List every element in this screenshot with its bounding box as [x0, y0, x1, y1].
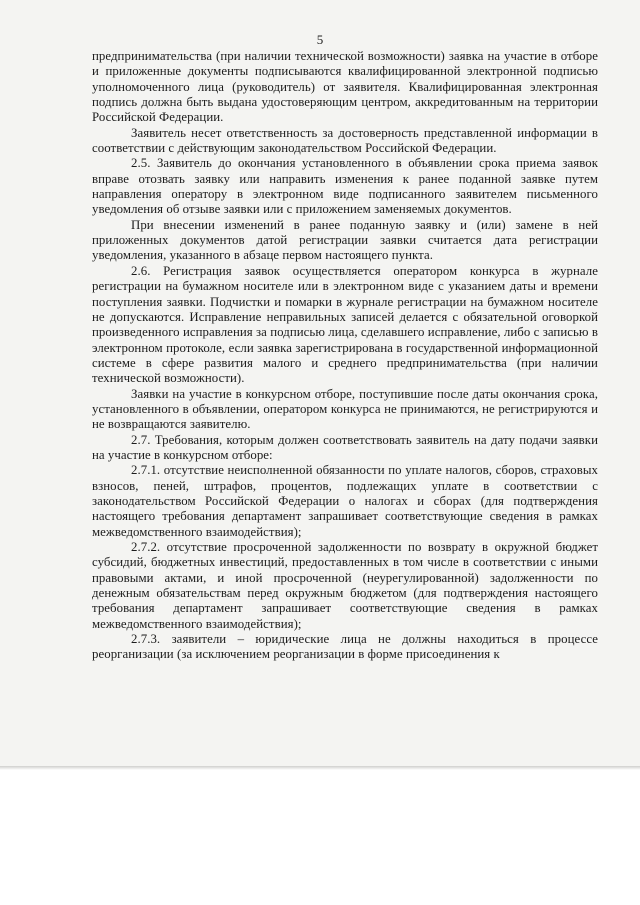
paragraph-2-7-requirements: 2.7. Требования, которым должен соответствовать заявитель на дату подачи заявки на участие в конкурсном отборе:: [92, 432, 598, 462]
paragraph-2-7-3-reorganization: 2.7.3. заявители – юридические лица не должны находиться в процессе реорганизации (за исключением реорганизации в форме присоединения к: [92, 632, 598, 662]
paragraph-changes-date: При внесении изменений в ранее поданную заявку и (или) замене в ней приложенных документов датой регистрации заявки считается дата регистрации уведомления, указанного в абзаце первом настоящего пункта.: [92, 217, 598, 263]
page-number: 5: [316, 32, 324, 47]
paragraph-2-5-withdrawal: 2.5. Заявитель до окончания установленного в объявлении срока приема заявок вправе отозвать заявку или направить изменения к ранее поданной заявке путем направления оператору в электронном виде подписанного заявителем письменного уведомления об отзыве заявки или с приложением заменяемых документов.: [92, 156, 598, 217]
paragraph-2-7-1-taxes: 2.7.1. отсутствие неисполненной обязанности по уплате налогов, сборов, страховых взносов, пеней, штрафов, процентов, подлежащих уплате в соответствии с законодательством Российской Федерации о налогах и сборах (для подтверждения настоящего требования департамент запрашивает соответствующие сведения в рамках межведомственного взаимодействия);: [92, 463, 598, 539]
document-body: [92, 49, 598, 663]
scan-edge: [0, 766, 640, 770]
paragraph-2-7-2-debts: 2.7.2. отсутствие просроченной задолженности по возврату в окружной бюджет субсидий, бюджетных инвестиций, предоставленных в том числе в соответствии с иными правовыми актами, и иной просроченной (неурегулированной) задолженности по денежным обязательствам перед окружным бюджетом (для подтверждения настоящего требования департамент запрашивает соответствующие сведения в рамках межведомственного взаимодействия);: [92, 540, 598, 631]
paragraph-late-applications: Заявки на участие в конкурсном отборе, поступившие после даты окончания срока, установленного в объявлении, оператором конкурса не принимаются, не регистрируются и не возвращаются заявителю.: [92, 386, 598, 432]
paragraph-responsibility: Заявитель несет ответственность за достоверность представленной информации в соответствии с действующим законодательством Российской Федерации.: [92, 125, 598, 156]
paragraph-intro-signature: предпринимательства (при наличии технической возможности) заявка на участие в отборе и приложенные документы подписываются квалифицированной электронной подписью уполномоченного лица (руководитель) от заявителя. Квалифицированная электронная подпись должна быть выдана удостоверяющим центром, аккредитованным на территории Российской Федерации.: [92, 49, 598, 125]
paragraph-2-6-registration: 2.6. Регистрация заявок осуществляется оператором конкурса в журнале регистрации на бумажном носителе или в электронном виде с указанием даты и времени поступления заявки. Подчистки и помарки в журнале регистрации на бумажном носителе не допускаются. Исправление неправильных записей делается с обязательной оговоркой произведенного исправления за подписью лица, сделавшего исправление, либо с записью в электронном протоколе, если заявка зарегистрирована в государственной информационной системе в сфере развития малого и среднего предпринимательства (при наличии технической возможности).: [92, 263, 598, 386]
